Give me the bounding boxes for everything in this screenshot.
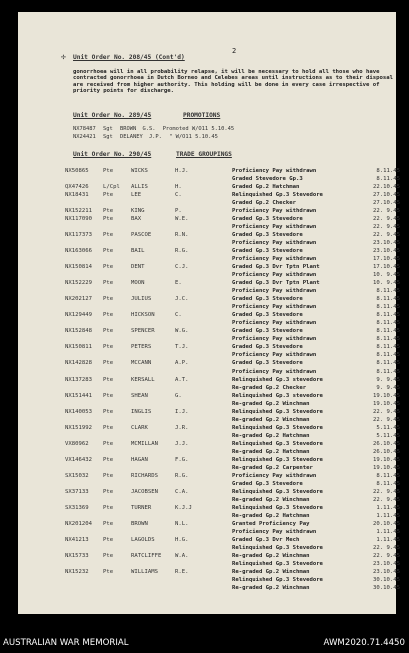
service-number: NX137283 [65, 376, 92, 383]
service-number: SX37133 [65, 488, 89, 495]
initials: F.G. [175, 456, 189, 463]
rank: Pte [103, 456, 114, 463]
service-number: QX47426 [65, 184, 89, 191]
description: Relinquished Gp.3 Stevedore [232, 424, 323, 431]
description: Proficiency Pay withdrawn [232, 224, 317, 231]
service-number: NX15232 [65, 569, 89, 575]
rank: Pte [103, 488, 114, 495]
description: Re-graded Gp.2 Winchman [232, 552, 310, 559]
initials: A.T. [175, 376, 189, 383]
description: Relinquished Gp.3 stevedore [232, 392, 323, 399]
date: 8.11.45 [376, 296, 400, 303]
initials: W.A. [175, 552, 189, 559]
date: 5.11.45 [376, 432, 400, 439]
description: Re-graded Gp.2 Hatchman [232, 432, 310, 439]
service-number: NX202127 [65, 296, 92, 303]
date: 22. 9.45 [373, 488, 400, 495]
service-number: NX41213 [65, 536, 89, 543]
date: 9. 9.45 [376, 384, 400, 391]
surname: MCCANN [131, 360, 152, 367]
initials: H.J. [175, 168, 189, 174]
surname: BROWN [131, 520, 148, 527]
surname: KERSALL [131, 376, 155, 383]
service-number: NX163066 [65, 248, 92, 255]
date: 10. 9.45 [373, 272, 400, 279]
description: Relinquished Gp.3 Stevedore [232, 456, 323, 463]
initials: K.J.J [175, 504, 192, 511]
description: Proficiency Pay withdrawn [232, 336, 317, 343]
surname: PASCOE [131, 232, 152, 239]
date: 9. 9.45 [376, 376, 400, 383]
rank: Pte [103, 216, 114, 223]
rank: Pte [103, 248, 114, 255]
service-number: NX140053 [65, 408, 92, 415]
description: Graded Gp.3 Dvr Tptn Plant [232, 264, 320, 271]
rank: Pte [103, 344, 114, 351]
initials: P. [175, 208, 182, 215]
description: Graded Gp.3 Stevedore [232, 328, 303, 335]
rank: Pte [103, 392, 114, 399]
date: 22. 9.45 [373, 544, 400, 551]
date: 22. 9.45 [373, 208, 400, 215]
order-290-title: Unit Order No. 290/45 [73, 151, 152, 158]
date: 19.10.45 [373, 464, 400, 471]
service-number: NX151992 [65, 424, 92, 431]
service-number: SX15032 [65, 472, 89, 479]
rank: Pte [103, 192, 114, 199]
order-289-title: Unit Order No. 289/45 [73, 112, 152, 119]
rank: Pte [103, 408, 114, 415]
date: 8.11.45 [376, 336, 400, 343]
date: 22. 9.45 [373, 224, 400, 231]
date: 22.10.45 [373, 184, 400, 191]
service-number: NX201204 [65, 520, 92, 527]
initials: J.C. [175, 296, 189, 303]
initials: E. [175, 280, 182, 287]
surname: LAGOLDS [131, 536, 155, 543]
initials: C.J. [175, 264, 189, 271]
initials: I.J. [175, 408, 189, 415]
service-number: SX31369 [65, 504, 89, 511]
surname: WILLIAMS [131, 569, 158, 575]
surname: WICKS [131, 168, 148, 174]
surname: MOON [131, 280, 145, 287]
description: Proficiency Pay withdrawn [232, 304, 317, 311]
date: 1.11.45 [376, 528, 400, 535]
service-number: NX150814 [65, 264, 92, 271]
rank: Pte [103, 569, 114, 575]
description: Graded Gp.3 Stevedore [232, 232, 303, 239]
description: Graded Gp.3 Stevedore [232, 248, 303, 255]
description: Re-graded Gp.2 Hatchman [232, 512, 310, 519]
rank: Pte [103, 536, 114, 543]
date: 5.11.45 [376, 424, 400, 431]
initials: G. [175, 392, 182, 399]
document-page [18, 12, 400, 614]
date: 30.10.45 [373, 577, 400, 584]
surname: JULIUS [131, 296, 152, 303]
date: 19.10.45 [373, 392, 400, 399]
surname: CLARK [131, 424, 148, 431]
description: Proficiency Pay withdrawn [232, 240, 317, 247]
description: Re-graded Gp.2 Checker [232, 384, 307, 391]
date: 8.11.45 [376, 304, 400, 311]
description: Re-graded Gp.2 Winchman [232, 416, 310, 423]
service-number: VX80962 [65, 440, 89, 447]
description: Re-graded Gp.2 Hatchman [232, 448, 310, 455]
date: 17.10.45 [373, 256, 400, 263]
date: 26.10.45 [373, 440, 400, 447]
description: Granted Proficiency Pay [232, 520, 310, 527]
rank: Pte [103, 376, 114, 383]
surname: ALLIS [131, 184, 148, 191]
description: Relinquished Gp.3 Stevedore [232, 408, 323, 415]
rank: Pte [103, 472, 114, 479]
description: Proficiency Pay withdrawn [232, 168, 317, 174]
date: 20.10.45 [373, 520, 400, 527]
rank: Pte [103, 232, 114, 239]
initials: N.L. [175, 520, 189, 527]
page-number: 2 [232, 47, 237, 55]
service-number: NX142828 [65, 360, 92, 367]
surname: RICHARDS [131, 472, 158, 479]
footer-source: AUSTRALIAN WAR MEMORIAL [3, 638, 129, 648]
initials: R.G. [175, 472, 189, 479]
rank: Pte [103, 552, 114, 559]
date: 1.11.45 [376, 536, 400, 543]
surname: SPENCER [131, 328, 155, 335]
promotion-row-2: NX24421 Sgt DELANEY J.P. " W/O11 5.10.45 [73, 134, 218, 140]
date: 8.11.45 [376, 472, 400, 479]
service-number: NX15733 [65, 552, 89, 559]
service-number: NX151441 [65, 392, 92, 399]
rank: Pte [103, 296, 114, 303]
description: Proficiency Pay withdrawn [232, 208, 317, 215]
initials: H.G. [175, 536, 189, 543]
initials: W.G. [175, 328, 189, 335]
service-number: NX152229 [65, 280, 92, 287]
footer-accession-number: AWM2020.71.4450 [323, 638, 405, 648]
description: Proficiency Pay withdrawn [232, 528, 317, 535]
description: Relinquished Gp.3 Stevedore [232, 560, 323, 567]
date: 8.11.45 [376, 320, 400, 327]
service-number: NX152211 [65, 208, 92, 215]
rank: Pte [103, 424, 114, 431]
date: 17.10.45 [373, 264, 400, 271]
service-number: NX129449 [65, 312, 92, 319]
surname: JACOBSEN [131, 488, 158, 495]
initials: J.R. [175, 424, 189, 431]
date: 22. 9.45 [373, 216, 400, 223]
list-item [65, 585, 400, 594]
date: 8.11.45 [376, 344, 400, 351]
initials: H. [175, 184, 182, 191]
date: 22. 9.45 [373, 496, 400, 503]
surname: BAIL [131, 248, 145, 255]
description: Re-graded Gp.2 Carpenter [232, 464, 313, 471]
rank: Pte [103, 440, 114, 447]
initials: C. [175, 192, 182, 199]
date: 8.11.45 [376, 288, 400, 295]
service-number: VX146432 [65, 456, 92, 463]
service-number: NX18431 [65, 192, 89, 199]
description: Proficiency Pay withdrawn [232, 352, 317, 359]
surname: SHEAN [131, 392, 148, 399]
date: 8.11.45 [376, 352, 400, 359]
date: 8.11.45 [376, 368, 400, 375]
rank: Pte [103, 208, 114, 215]
description: Relinquished Gp.3 Stevedore [232, 544, 323, 551]
initials: R.G. [175, 248, 189, 255]
date: 8.11.45 [376, 176, 400, 183]
surname: DENT [131, 264, 145, 271]
description: Proficiency Pay withdrawn [232, 272, 317, 279]
initials: R.N. [175, 232, 189, 239]
surname: MCMILLAN [131, 440, 158, 447]
service-number: NX117090 [65, 216, 92, 223]
date: 8.11.45 [376, 168, 400, 174]
date: 23.10.45 [373, 560, 400, 567]
initials: T.J. [175, 344, 189, 351]
date: 19.10.45 [373, 400, 400, 407]
date: 19.10.45 [373, 456, 400, 463]
surname: KING [131, 208, 145, 215]
initials: J.J. [175, 440, 189, 447]
surname: HAGAN [131, 456, 148, 463]
order-208-title: Unit Order No. 208/45 (Cont'd) [73, 54, 185, 61]
rank: Pte [103, 328, 114, 335]
date: 1.11.45 [376, 512, 400, 519]
rank: Pte [103, 280, 114, 287]
description: Re-graded Gp.2 Winchman [232, 496, 310, 503]
date: 8.11.45 [376, 328, 400, 335]
date: 22. 9.45 [373, 232, 400, 239]
date: 8.11.45 [376, 312, 400, 319]
date: 22. 9.45 [373, 416, 400, 423]
date: 23.10.45 [373, 569, 400, 575]
description: Proficiency Pay withdrawn [232, 368, 317, 375]
description: Proficiency Pay withdrawn [232, 472, 317, 479]
description: Re-graded Gp.2 Winchman [232, 585, 310, 592]
service-number: NX117373 [65, 232, 92, 239]
description: Graded Gp.3 Stevedore [232, 480, 303, 487]
date: 1.11.45 [376, 504, 400, 511]
surname: PETERS [131, 344, 152, 351]
description: Re-graded Gp.2 Winchman [232, 569, 310, 575]
service-number: NX152848 [65, 328, 92, 335]
rank: Pte [103, 168, 114, 174]
rank: Pte [103, 360, 114, 367]
rank: Pte [103, 312, 114, 319]
description: Relinquished Gp.3 Stevedore [232, 488, 323, 495]
description: Proficiency Pay withdrawn [232, 256, 317, 263]
description: Relinquished Gp.3 stevedore [232, 376, 323, 383]
rank: L/Cpl [103, 184, 120, 191]
description: Graded Gp.3 Stevedore [232, 312, 303, 319]
surname: RATCLIFFE [131, 552, 162, 559]
rank: Pte [103, 504, 114, 511]
date: 27.10.45 [373, 200, 400, 207]
surname: HICKSON [131, 312, 155, 319]
date: 23.10.45 [373, 240, 400, 247]
description: Graded Gp.3 Stevedore [232, 216, 303, 223]
date: 10. 9.45 [373, 280, 400, 287]
punch-mark-icon: ✢ [61, 52, 66, 61]
description: Proficiency Pay withdrawn [232, 320, 317, 327]
description: Graded Gp.2 Hatchman [232, 184, 300, 191]
description: Graded Gp.3 Stevedore [232, 296, 303, 303]
date: 8.11.45 [376, 360, 400, 367]
surname: BAX [131, 216, 142, 223]
rank: Pte [103, 520, 114, 527]
surname: INGLIS [131, 408, 152, 415]
initials: W.E. [175, 216, 189, 223]
description: Relinquished Gp.3 Stevedore [232, 440, 323, 447]
date: 26.10.45 [373, 448, 400, 455]
order-289-subtitle: PROMOTIONS [183, 112, 221, 119]
date: 22. 9.45 [373, 552, 400, 559]
surname: LEE [131, 192, 142, 199]
surname: TURNER [131, 504, 152, 511]
description: Graded Gp.2 Checker [232, 200, 296, 207]
initials: C.A. [175, 488, 189, 495]
date: 23.10.45 [373, 248, 400, 255]
service-number: NX150811 [65, 344, 92, 351]
description: Relinquished Gp.3 Stevedore [232, 577, 323, 584]
service-number: NX50865 [65, 168, 89, 174]
order-290-subtitle: TRADE GROUPINGS [176, 151, 232, 158]
rank: Pte [103, 264, 114, 271]
description: Graded Gp.3 Dvr Mech [232, 536, 300, 543]
description: Graded Gp.3 Dvr Tptn Plant [232, 280, 320, 287]
order-paragraph: gonorrhoea will in all probability relapse, it will be necessary to hold all those who have contracted gonorrhoea in Dutch Borneo and Celebes areas until instructions as to their disposal are received from higher authority. This holding will be done in every case irrespective of priority points for discharge. [73, 69, 393, 94]
date: 30.10.45 [373, 585, 400, 592]
initials: A.P. [175, 360, 189, 367]
initials: R.E. [175, 569, 189, 575]
description: Relinquished Gp.3 Stevedore [232, 504, 323, 511]
description: Graded Gp.3 Stevedore [232, 360, 303, 367]
date: 22. 9.45 [373, 408, 400, 415]
date: 8.11.45 [376, 480, 400, 487]
description: Graded Gp.3 Stevedore [232, 344, 303, 351]
description: Relinquished Gp.3 Stevedore [232, 192, 323, 199]
description: Proficiency Pay withdrawn [232, 288, 317, 295]
promotion-row-1: NX78487 Sgt BROWN G.S. Promoted W/O11 5.10.45 [73, 126, 235, 132]
date: 27.10.45 [373, 192, 400, 199]
description: Re-graded Gp.2 Winchman [232, 400, 310, 407]
footer-bar [0, 634, 409, 653]
description: Graded Stevedore Gp.3 [232, 176, 303, 183]
initials: C. [175, 312, 182, 319]
